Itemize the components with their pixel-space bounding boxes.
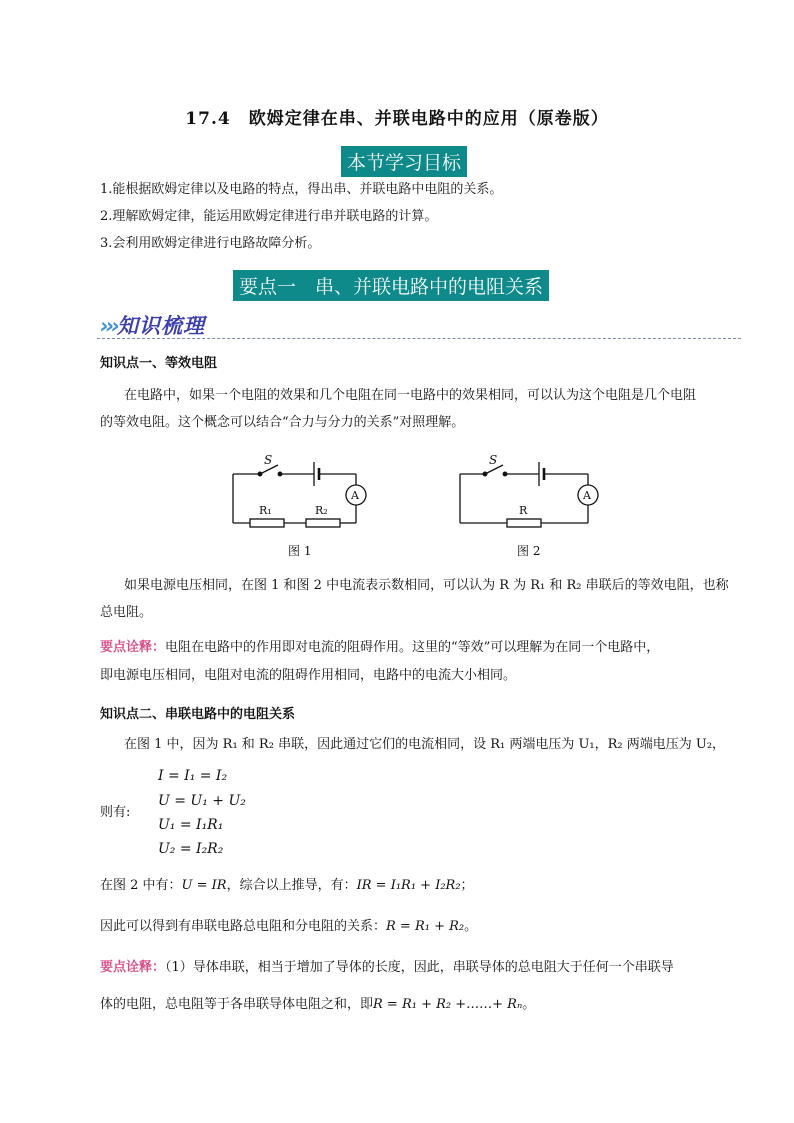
kp2-note-text: （1）导体串联，相当于增加了导体的长度，因此，串联导体的总电阻大于任何一个串联导 (165, 960, 674, 975)
fig2-switch-label: S (489, 453, 498, 467)
goal-1: 1.能根据欧姆定律以及电路的特点，得出串、并联电路中电阻的关系。 (100, 182, 503, 197)
kp2-eq1: I = I₁ = I₂ (158, 768, 228, 784)
fig1-ammeter-label: A (351, 489, 359, 502)
fig1-switch-label: S (264, 453, 273, 467)
kp1-note-line1 (100, 638, 659, 658)
kp1-note-text: 电阻在电路中的作用即对电流的阻碍作用。这里的“等效”可以理解为在同一个电路中， (165, 640, 660, 655)
kp1-note-label: 要点诠释： (100, 640, 166, 655)
triple-arrow-icon: ››› (100, 314, 117, 338)
kp2-eq3: U₁ = I₁R₁ (158, 817, 224, 833)
section-divider (97, 338, 741, 339)
kp2-heading: 知识点二、串联电路中的电阻关系 (100, 707, 296, 722)
kp2-eq4: U₂ = I₂R₂ (158, 841, 224, 857)
kp2-conclusion (100, 917, 477, 937)
kp2-note-label: 要点诠释： (100, 960, 166, 975)
goal-3: 3.会利用欧姆定律进行电路故障分析。 (100, 236, 321, 251)
page-title: 17.4 欧姆定律在串、并联电路中的应用（原卷版） (185, 109, 609, 129)
kp1-heading: 知识点一、等效电阻 (100, 356, 218, 371)
kp2-note-line2-prefix: 体的电阻，总电阻等于各串联导体电阻之和，即 (100, 997, 374, 1012)
kp1-para2-line1: 如果电源电压相同，在图 1 和图 2 中电流表示数相同，可以认为 R 为 R₁ 和 R₂ 串联后的等效电阻，也称 (124, 578, 729, 593)
kp1-para1-line2: 的等效电阻。这个概念可以结合“合力与分力的关系”对照理解。 (100, 415, 465, 430)
kp1-note-line2: 即电源电压相同，电阻对电流的阻碍作用相同，电路中的电流大小相同。 (100, 668, 517, 683)
point1-banner: 要点一 串、并联电路中的电阻关系 (233, 270, 549, 301)
kp2-fig2-end: ； (460, 878, 474, 893)
knowledge-banner: ›››知识梳理 (100, 314, 205, 338)
kp2-fig2-prefix: 在图 2 中有： (100, 878, 182, 893)
fig1-r2-label: R₂ (315, 504, 328, 517)
kp2-fig2-line (100, 876, 474, 896)
kp2-conclusion-end: 。 (464, 919, 478, 934)
goals-banner: 本节学习目标 (341, 146, 467, 177)
fig1-r1-label: R₁ (259, 504, 272, 517)
kp2-then-label: 则有: (100, 805, 131, 820)
kp2-note-line1 (100, 958, 674, 978)
kp1-para1-line1: 在电路中，如果一个电阻的效果和几个电阻在同一电路中的效果相同，可以认为这个电阻是几个电阻 (124, 388, 697, 403)
kp2-note-line2-end: 。 (522, 997, 536, 1012)
kp2-note-line2-eq: R = R₁ + R₂ +……+ Rₙ (373, 997, 523, 1012)
kp2-fig2-eq2: IR = I₁R₁ + I₂R₂ (356, 878, 461, 893)
kp2-conclusion-prefix: 因此可以得到有串联电路总电阻和分电阻的关系： (100, 919, 387, 934)
kp2-conclusion-eq: R = R₁ + R₂ (386, 919, 465, 934)
fig2-caption: 图 2 (517, 544, 541, 558)
circuit-figure-2 (455, 448, 605, 564)
fig2-ammeter-label: A (583, 489, 591, 502)
goal-2: 2.理解欧姆定律，能运用欧姆定律进行串并联电路的计算。 (100, 209, 438, 224)
kp2-fig2-mid: ，综合以上推导，有： (226, 878, 357, 893)
kp2-para1: 在图 1 中，因为 R₁ 和 R₂ 串联，因此通过它们的电流相同，设 R₁ 两端电压为 U₁，R₂ 两端电压为 U₂， (124, 737, 726, 752)
circuit-figure-1 (228, 448, 378, 564)
kp2-note-line2 (100, 995, 535, 1015)
kp1-para2-line2: 总电阻。 (100, 605, 153, 620)
fig2-r-label: R (519, 504, 528, 517)
kp2-fig2-eq: U = IR (181, 878, 227, 893)
fig1-caption: 图 1 (288, 544, 312, 558)
kp2-eq2: U = U₁ + U₂ (158, 793, 246, 809)
